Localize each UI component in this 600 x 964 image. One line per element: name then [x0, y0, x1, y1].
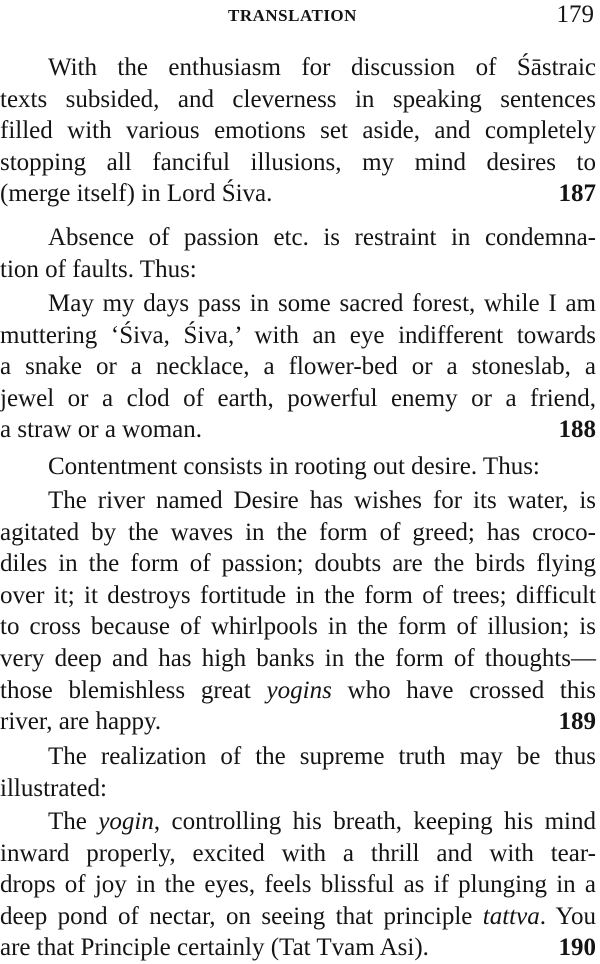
text-line-content: who have crossed this — [347, 676, 597, 704]
text-line: muttering ‘Śiva, Śiva,’ with an eye indifferent towards — [0, 321, 596, 349]
text-line: stopping all fanciful illusions, my mind desires to — [0, 148, 596, 176]
text-line — [0, 706, 596, 738]
text-line: a snake or a necklace, a flower-bed or a stoneslab, a — [0, 353, 596, 381]
text-line-content: The — [48, 808, 87, 835]
page-number: 179 — [556, 1, 594, 28]
verse-number: 190 — [558, 934, 596, 962]
text-line — [0, 932, 596, 964]
text-line: very deep and has high banks in the form of thoughts— — [0, 644, 596, 672]
text-line: With the enthusiasm for discussion of Śāstraic — [48, 54, 596, 81]
text-line-content: (merge itself) in Lord Śiva. — [0, 180, 273, 208]
text-line — [0, 675, 596, 707]
text-line: Contentment consists in rooting out desire. Thus: — [48, 453, 540, 480]
verse-number: 187 — [558, 180, 596, 208]
text-line: to cross because of whirlpools in the form of illusion; is — [0, 613, 596, 641]
running-head — [0, 1, 600, 28]
text-line: The realization of the supreme truth may be thus — [48, 743, 596, 770]
verse-number: 189 — [558, 708, 596, 736]
text-line: texts subsided, and cleverness in speaking sentences — [0, 85, 596, 113]
text-line: filled with various emotions set aside, and completely — [0, 117, 596, 145]
text-line: over it; it destroys fortitude in the form of trees; difficult — [0, 581, 596, 609]
text-line-content: . You — [539, 902, 596, 930]
text-line — [0, 901, 596, 933]
text-line: inward properly, excited with a thrill and with tear- — [0, 839, 596, 867]
text-line-content: are that Principle certainly (Tat Tvam Asi). — [0, 934, 429, 962]
italic-term: yogin — [98, 808, 154, 835]
text-line-content: a straw or a woman. — [0, 416, 203, 444]
paragraph-contentment — [0, 451, 596, 483]
text-line-content: , controlling his breath, keeping his mind — [153, 808, 596, 835]
paragraph-verse-187 — [0, 52, 596, 210]
paragraph-verse-190 — [0, 806, 596, 964]
text-line: tion of faults. Thus: — [0, 255, 197, 283]
text-line: May my days pass in some sacred forest, while I am — [48, 290, 596, 317]
text-line-content: deep pond of nectar, on seeing that principle — [0, 902, 473, 930]
text-line — [0, 414, 596, 446]
text-line: diles in the form of passion; doubts are the birds flying — [0, 550, 596, 578]
italic-term: tattva — [482, 902, 540, 930]
text-line: The river named Desire has wishes for its water, is — [48, 487, 596, 514]
paragraph-restraint — [0, 222, 596, 285]
text-line: agitated by the waves in the form of greed; has croco- — [0, 518, 596, 546]
paragraph-realization — [0, 741, 596, 804]
text-line: Absence of passion etc. is restraint in condemna- — [48, 224, 596, 251]
italic-term: yogins — [266, 676, 332, 704]
text-line: drops of joy in the eyes, feels blissful as if plunging in a — [0, 871, 596, 899]
text-line-content: those blemishless great — [0, 676, 251, 704]
paragraph-verse-188 — [0, 288, 596, 446]
paragraph-verse-189 — [0, 485, 596, 738]
text-line: illustrated: — [0, 774, 107, 802]
text-line: jewel or a clod of earth, powerful enemy or a friend, — [0, 384, 596, 412]
text-line — [0, 178, 596, 210]
verse-number: 188 — [558, 416, 596, 444]
text-line — [0, 806, 596, 838]
running-title: TRANSLATION — [228, 6, 357, 25]
text-line-content: river, are happy. — [0, 708, 162, 736]
